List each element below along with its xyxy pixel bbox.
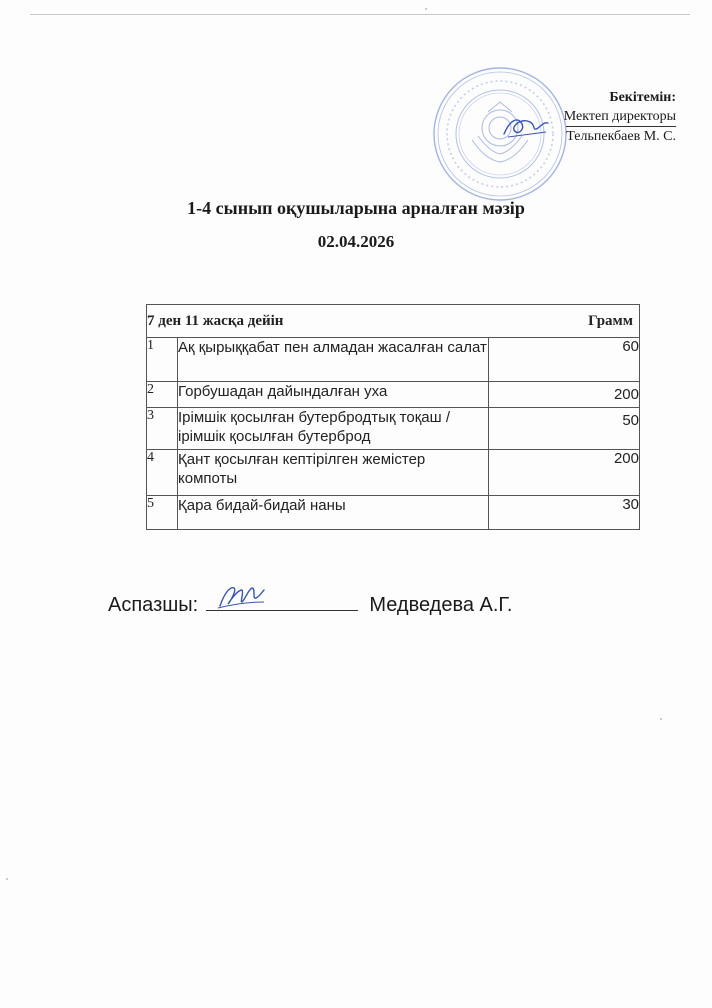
row-dish: Ірімшік қосылған бутербродтық тоқаш / ірімшік қосылған бутерброд bbox=[178, 408, 489, 450]
approval-label: Бекітемін: bbox=[609, 90, 676, 105]
scan-speck bbox=[660, 718, 662, 720]
table-header-row bbox=[147, 305, 640, 338]
cook-signature-line bbox=[108, 590, 512, 617]
row-number: 2 bbox=[147, 382, 178, 408]
approval-block bbox=[564, 88, 676, 146]
row-gram: 200 bbox=[489, 382, 640, 408]
director-signature bbox=[500, 110, 552, 142]
menu-table bbox=[146, 304, 640, 530]
row-number: 1 bbox=[147, 338, 178, 382]
row-gram: 50 bbox=[489, 408, 640, 450]
scan-speck bbox=[425, 8, 427, 10]
row-gram: 30 bbox=[489, 496, 640, 530]
row-gram: 60 bbox=[489, 338, 640, 382]
table-row bbox=[147, 496, 640, 530]
page-top-rule bbox=[30, 14, 690, 15]
row-gram: 200 bbox=[489, 450, 640, 496]
table-row bbox=[147, 338, 640, 382]
row-dish: Ақ қырыққабат пен алмадан жасалған салат bbox=[178, 338, 489, 382]
approval-name: Тельпекбаев М. С. bbox=[566, 126, 676, 146]
signature-blank bbox=[206, 590, 358, 611]
row-number: 5 bbox=[147, 496, 178, 530]
row-dish: Қара бидай-бидай наны bbox=[178, 496, 489, 530]
table-row bbox=[147, 382, 640, 408]
cook-label: Аспазшы: bbox=[108, 594, 199, 616]
scan-speck bbox=[6, 878, 8, 880]
cook-name: Медведева А.Г. bbox=[369, 594, 513, 616]
approval-position: Мектеп директоры bbox=[563, 109, 676, 124]
header-age-gram bbox=[147, 305, 640, 338]
row-dish: Қант қосылған кептірілген жемістер компоты bbox=[178, 450, 489, 496]
row-number: 3 bbox=[147, 408, 178, 450]
row-number: 4 bbox=[147, 450, 178, 496]
header-gram: Грамм bbox=[588, 312, 633, 329]
table-row bbox=[147, 450, 640, 496]
table-row bbox=[147, 408, 640, 450]
document-title: 1-4 сынып оқушыларына арналған мәзір bbox=[187, 198, 525, 218]
document-date: 02.04.2026 bbox=[317, 232, 395, 251]
row-dish: Горбушадан дайындалған уха bbox=[178, 382, 489, 408]
header-age: 7 ден 11 жасқа дейін bbox=[147, 312, 284, 329]
